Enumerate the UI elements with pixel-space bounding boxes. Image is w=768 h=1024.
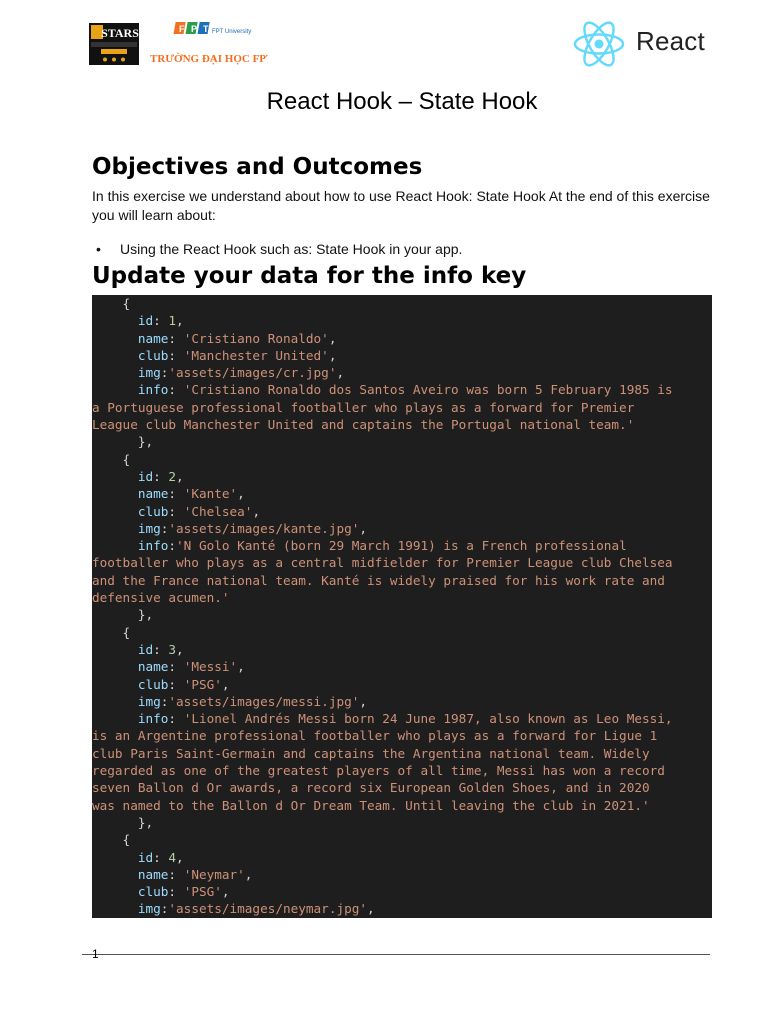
code-key: club [137, 884, 169, 900]
code-key: name [137, 330, 169, 346]
code-key: info [137, 382, 169, 398]
code-value: 'assets/images/kante.jpg' [168, 520, 360, 536]
code-key: club [137, 676, 169, 692]
code-key: name [137, 659, 169, 675]
react-atom-icon [572, 20, 626, 68]
code-value: 'N Golo Kanté (born 29 March 1991) is a French professional [176, 538, 627, 554]
code-value: 'Lionel Andrés Messi born 24 June 1987, also known as Leo Messi, [183, 711, 673, 727]
code-key: img [137, 901, 161, 917]
code-value: defensive acumen.' [92, 590, 230, 606]
intro-paragraph: In this exercise we understand about how to use React Hook: State Hook At the end of this exercise you will learn about: [92, 188, 710, 223]
page-number: 1 [92, 947, 99, 961]
code-key: id [137, 313, 154, 329]
code-key: id [137, 849, 154, 865]
code-value: 'PSG' [183, 884, 222, 900]
code-value: 'Messi' [183, 659, 238, 675]
code-value: was named to the Ballon d Or Dream Team. Until leaving the club in 2021.' [92, 797, 650, 813]
code-key: info [137, 711, 169, 727]
code-value: 'assets/images/neymar.jpg' [168, 901, 368, 917]
code-key: club [137, 347, 169, 363]
code-key: info [137, 538, 169, 554]
code-value: 'Cristiano Ronaldo dos Santos Aveiro was born 5 February 1985 is [183, 382, 673, 398]
code-value: 3 [168, 641, 177, 657]
code-value: League club Manchester United and captains the Portugal national team.' [92, 417, 635, 433]
code-value: 1 [168, 313, 177, 329]
code-value: seven Ballon d Or awards, a record six European Golden Shoes, and in 2020 [92, 780, 650, 796]
code-block [92, 295, 712, 918]
code-key: name [137, 866, 169, 882]
stars-logo [89, 23, 139, 65]
react-logo [572, 20, 712, 68]
code-key: img [137, 365, 161, 381]
code-value: footballer who plays as a central midfielder for Premier League club Chelsea [92, 555, 673, 571]
code-value: club Paris Saint-Germain and captains the Argentina national team. Widely [92, 745, 650, 761]
document-title: React Hook – State Hook [266, 88, 538, 115]
objectives-heading: Objectives and Outcomes [92, 154, 423, 180]
code-value: 'assets/images/cr.jpg' [168, 365, 337, 381]
svg-text:T: T [203, 24, 209, 34]
code-value: is an Argentine professional footballer who plays as a forward for Ligue 1 [92, 728, 658, 744]
code-value: 2 [168, 468, 177, 484]
svg-text:F: F [179, 24, 185, 34]
code-value: 'PSG' [183, 676, 222, 692]
fpt-logo-text: TRƯỜNG ĐẠI HỌC FPT [150, 53, 268, 65]
code-key: club [137, 503, 169, 519]
code-value: a Portuguese professional footballer who plays as a forward for Premier [92, 399, 635, 415]
code-content: { id: 1, name: 'Cristiano Ronaldo', club: 'Manchester United', img:'assets/images/cr.jpg', info: 'Cristiano Ronaldo dos Santos Aveiro was born 5 February 1985 is a Portuguese professional footballer who plays as a forward for Premier League club Manchester United and captains the Portugal national team.' }, { id: 2, name: 'Kante', club: 'Chelsea', img:'assets/images/kante.jpg', info:'N Golo Kanté (born 29 March 1991) is a French professional footballer who plays as a central midfielder for Premier League club Chelsea and the France national team. Kanté is widely praised for his work rate and defensive acumen.' }, { id: 3, name: 'Messi', club: 'PSG', img:'assets/images/messi.jpg', info: 'Lionel Andrés Messi born 24 June 1987, also known as Leo Messi, is an Argentine professional footballer who plays as a forward for Ligue 1 club Paris Saint-Germain and captains the Argentina national team. Widely regarded as one of the greatest players of all time, Messi has won a record seven Ballon d Or awards, a record six European Golden Shoes, and in 2020 was named to the Ballon d Or Dream Team. Until leaving the club in 2021.' }, { id: 4, name: 'Neymar', club: 'PSG', img:'assets/images/neymar.jpg', [92, 296, 673, 917]
code-value: regarded as one of the greatest players of all time, Messi has won a record [92, 763, 665, 779]
code-key: id [137, 468, 154, 484]
code-value: 'Neymar' [183, 866, 245, 882]
code-key: img [137, 693, 161, 709]
footer-divider [82, 954, 710, 955]
code-value: 'assets/images/messi.jpg' [168, 693, 360, 709]
objectives-list [92, 240, 462, 259]
list-item: • Using the React Hook such as: State Hook in your app. [92, 240, 462, 259]
code-value: 'Cristiano Ronaldo' [183, 330, 329, 346]
code-key: img [137, 520, 161, 536]
svg-text:P: P [191, 24, 198, 34]
fpt-university-logo [148, 20, 268, 68]
fpt-small-text: FPT University [212, 29, 252, 35]
stars-logo-text: STARS [101, 26, 139, 40]
code-value: 'Manchester United' [183, 347, 329, 363]
code-value: and the France national team. Kanté is widely praised for his work rate and [92, 572, 665, 588]
react-logo-text: React [636, 26, 705, 56]
code-value: 4 [168, 849, 177, 865]
code-key: name [137, 486, 169, 502]
code-value: 'Kante' [183, 486, 238, 502]
update-heading: Update your data for the info key [92, 263, 527, 289]
code-value: 'Chelsea' [183, 503, 253, 519]
code-key: id [137, 641, 154, 657]
